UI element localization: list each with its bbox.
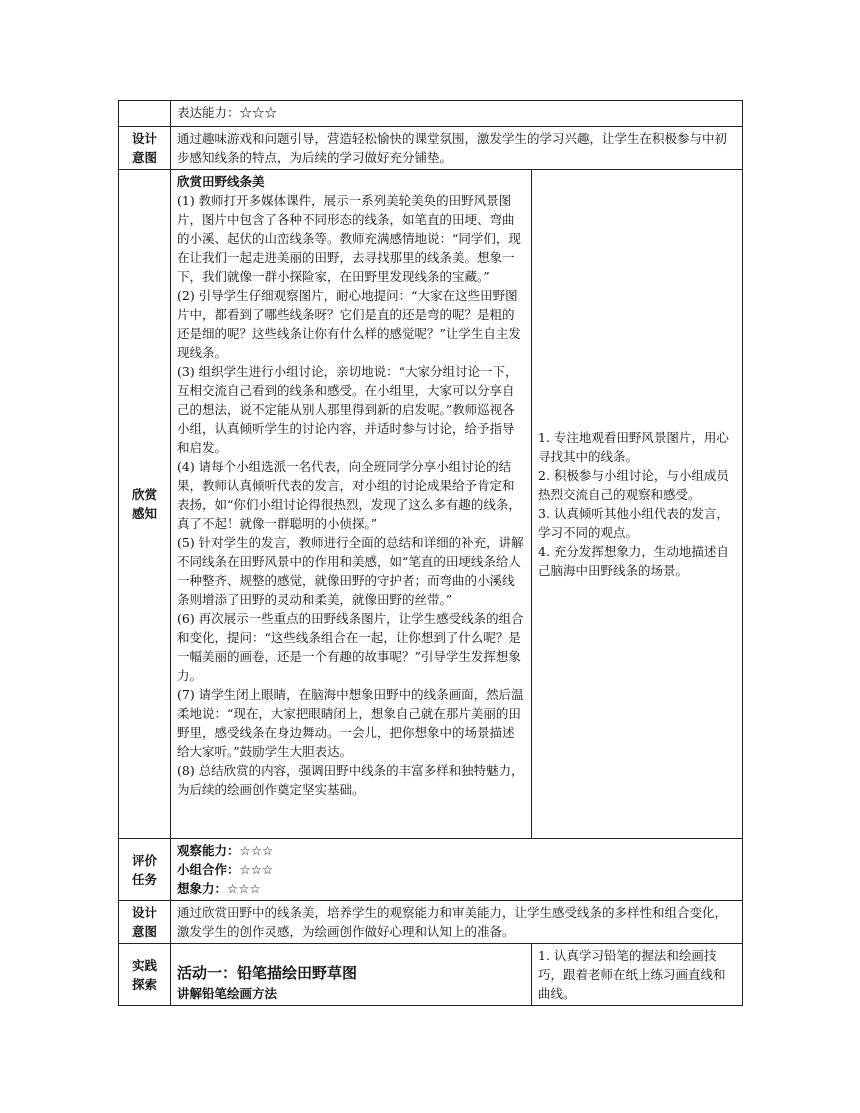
student-item: 2. 积极参与小组讨论，与小组成员热烈交流自己的观察和感受。: [538, 468, 729, 502]
evaluation-item: 想象力：☆☆☆: [177, 881, 261, 896]
practice-row: [119, 944, 743, 1006]
design-intent-row-2: [119, 901, 743, 944]
label-line: 设计: [131, 905, 157, 920]
student-item: 1. 专注地观看田野风景图片，用心寻找其中的线条。: [538, 430, 729, 464]
evaluation-items: [171, 839, 743, 901]
step-paragraph: (3) 组织学生进行小组讨论，亲切地说：“大家分组讨论一下，互相交流自己看到的线条和感受。在小组里，大家可以分享自己的想法，说不定能从别人那里得到新的启发呢。”教师巡视各小组，认真倾听学生的讨论内容，并适时参与讨论，给予指导和启发。: [177, 364, 518, 455]
design-intent-label-2: [119, 901, 171, 944]
expression-label-cell: [119, 101, 171, 127]
student-activity-cell: [532, 170, 743, 839]
step-paragraph: (4) 请每个小组选派一名代表，向全班同学分享小组讨论的结果，教师认真倾听代表的发言，对小组的讨论成果给予肯定和表扬，如“你们小组讨论得很热烈，发现了这么多有趣的线条，真了不起！就像一群聪明的小侦探。”: [177, 459, 521, 531]
label-line: 实践: [131, 957, 157, 973]
label-line: 意图: [131, 924, 157, 939]
evaluation-item: 观察能力：☆☆☆: [177, 843, 274, 858]
expression-text: 表达能力：☆☆☆: [171, 101, 743, 127]
activity-subheading: 讲解铅笔绘画方法: [177, 986, 278, 1001]
student-item: 3. 认真倾听其他小组代表的发言，学习不同的观点。: [538, 506, 729, 540]
step-paragraph: (6) 再次展示一些重点的田野线条图片，让学生感受线条的组合和变化，提问：“这些线条组合在一起，让你想到了什么呢？是一幅美丽的画卷，还是一个有趣的故事呢？”引导学生发挥想象力。: [177, 611, 524, 683]
step-paragraph: (5) 针对学生的发言，教师进行全面的总结和详细的补充，讲解不同线条在田野风景中的作用和美感，如“笔直的田埂线条给人一种整齐、规整的感觉，就像田野的守护者；而弯曲的小溪线条则增添了田野的灵动和柔美，就像田野的丝带。”: [177, 535, 524, 607]
practice-teacher-cell: [171, 944, 532, 1006]
label-line: 欣赏: [131, 487, 157, 502]
design-intent-label-1: [119, 127, 171, 170]
design-intent-text-1: 通过趣味游戏和问题引导，营造轻松愉快的课堂氛围，激发学生的学习兴趣，让学生在积极参与中初步感知线条的特点，为后续的学习做好充分铺垫。: [171, 127, 743, 170]
label-line: 探索: [131, 976, 157, 992]
design-intent-row-1: [119, 127, 743, 170]
evaluation-label: [119, 839, 171, 901]
evaluation-item: 小组合作：☆☆☆: [177, 862, 274, 877]
appreciate-row: [119, 170, 743, 839]
label-line: 意图: [131, 150, 157, 165]
label-line: 任务: [131, 871, 157, 887]
step-paragraph: (8) 总结欣赏的内容，强调田野中线条的丰富多样和独特魅力，为后续的绘画创作奠定坚实基础。: [177, 763, 524, 797]
design-intent-text-2: 通过欣赏田野中的线条美，培养学生的观察能力和审美能力，让学生感受线条的多样性和组合变化，激发学生的创作灵感，为绘画创作做好心理和认知上的准备。: [171, 901, 743, 944]
step-paragraph: (1) 教师打开多媒体课件，展示一系列美轮美奂的田野风景图片，图片中包含了各种不同形态的线条，如笔直的田埂、弯曲的小溪、起伏的山峦线条等。教师充满感情地说：“同学们，现在让我们一起走进美丽的田野，去寻找那里的线条美。想象一下，我们就像一群小探险家，在田野里发现线条的宝藏。”: [177, 193, 521, 284]
appreciate-label: [119, 170, 171, 839]
section-heading: 欣赏田野线条美: [177, 174, 265, 189]
practice-student-cell: 1. 认真学习铅笔的握法和绘画技巧，跟着老师在纸上练习画直线和曲线。: [532, 944, 743, 1006]
practice-label: [119, 944, 171, 1006]
activity-title: 活动一：铅笔描绘田野草图: [177, 964, 358, 982]
label-line: 设计: [131, 131, 157, 146]
lesson-plan-table: [118, 100, 743, 1006]
label-line: 感知: [131, 506, 157, 521]
evaluation-row: [119, 839, 743, 901]
step-paragraph: (7) 请学生闭上眼睛，在脑海中想象田野中的线条画面，然后温柔地说：“现在，大家把眼睛闭上，想象自己就在那片美丽的田野里，感受线条在身边舞动。一会儿，把你想象中的场景描述给大家听。”鼓励学生大胆表达。: [177, 687, 524, 759]
label-line: 评价: [131, 852, 157, 868]
teacher-activity-cell: [171, 170, 532, 839]
expression-row: [119, 101, 743, 127]
student-item: 4. 充分发挥想象力，生动地描述自己脑海中田野线条的场景。: [538, 544, 729, 578]
step-paragraph: (2) 引导学生仔细观察图片，耐心地提问：“大家在这些田野图片中，都看到了哪些线条呀？它们是直的还是弯的呢？是粗的还是细的呢？这些线条让你有什么样的感觉呢？”让学生自主发现线条。: [177, 288, 521, 360]
